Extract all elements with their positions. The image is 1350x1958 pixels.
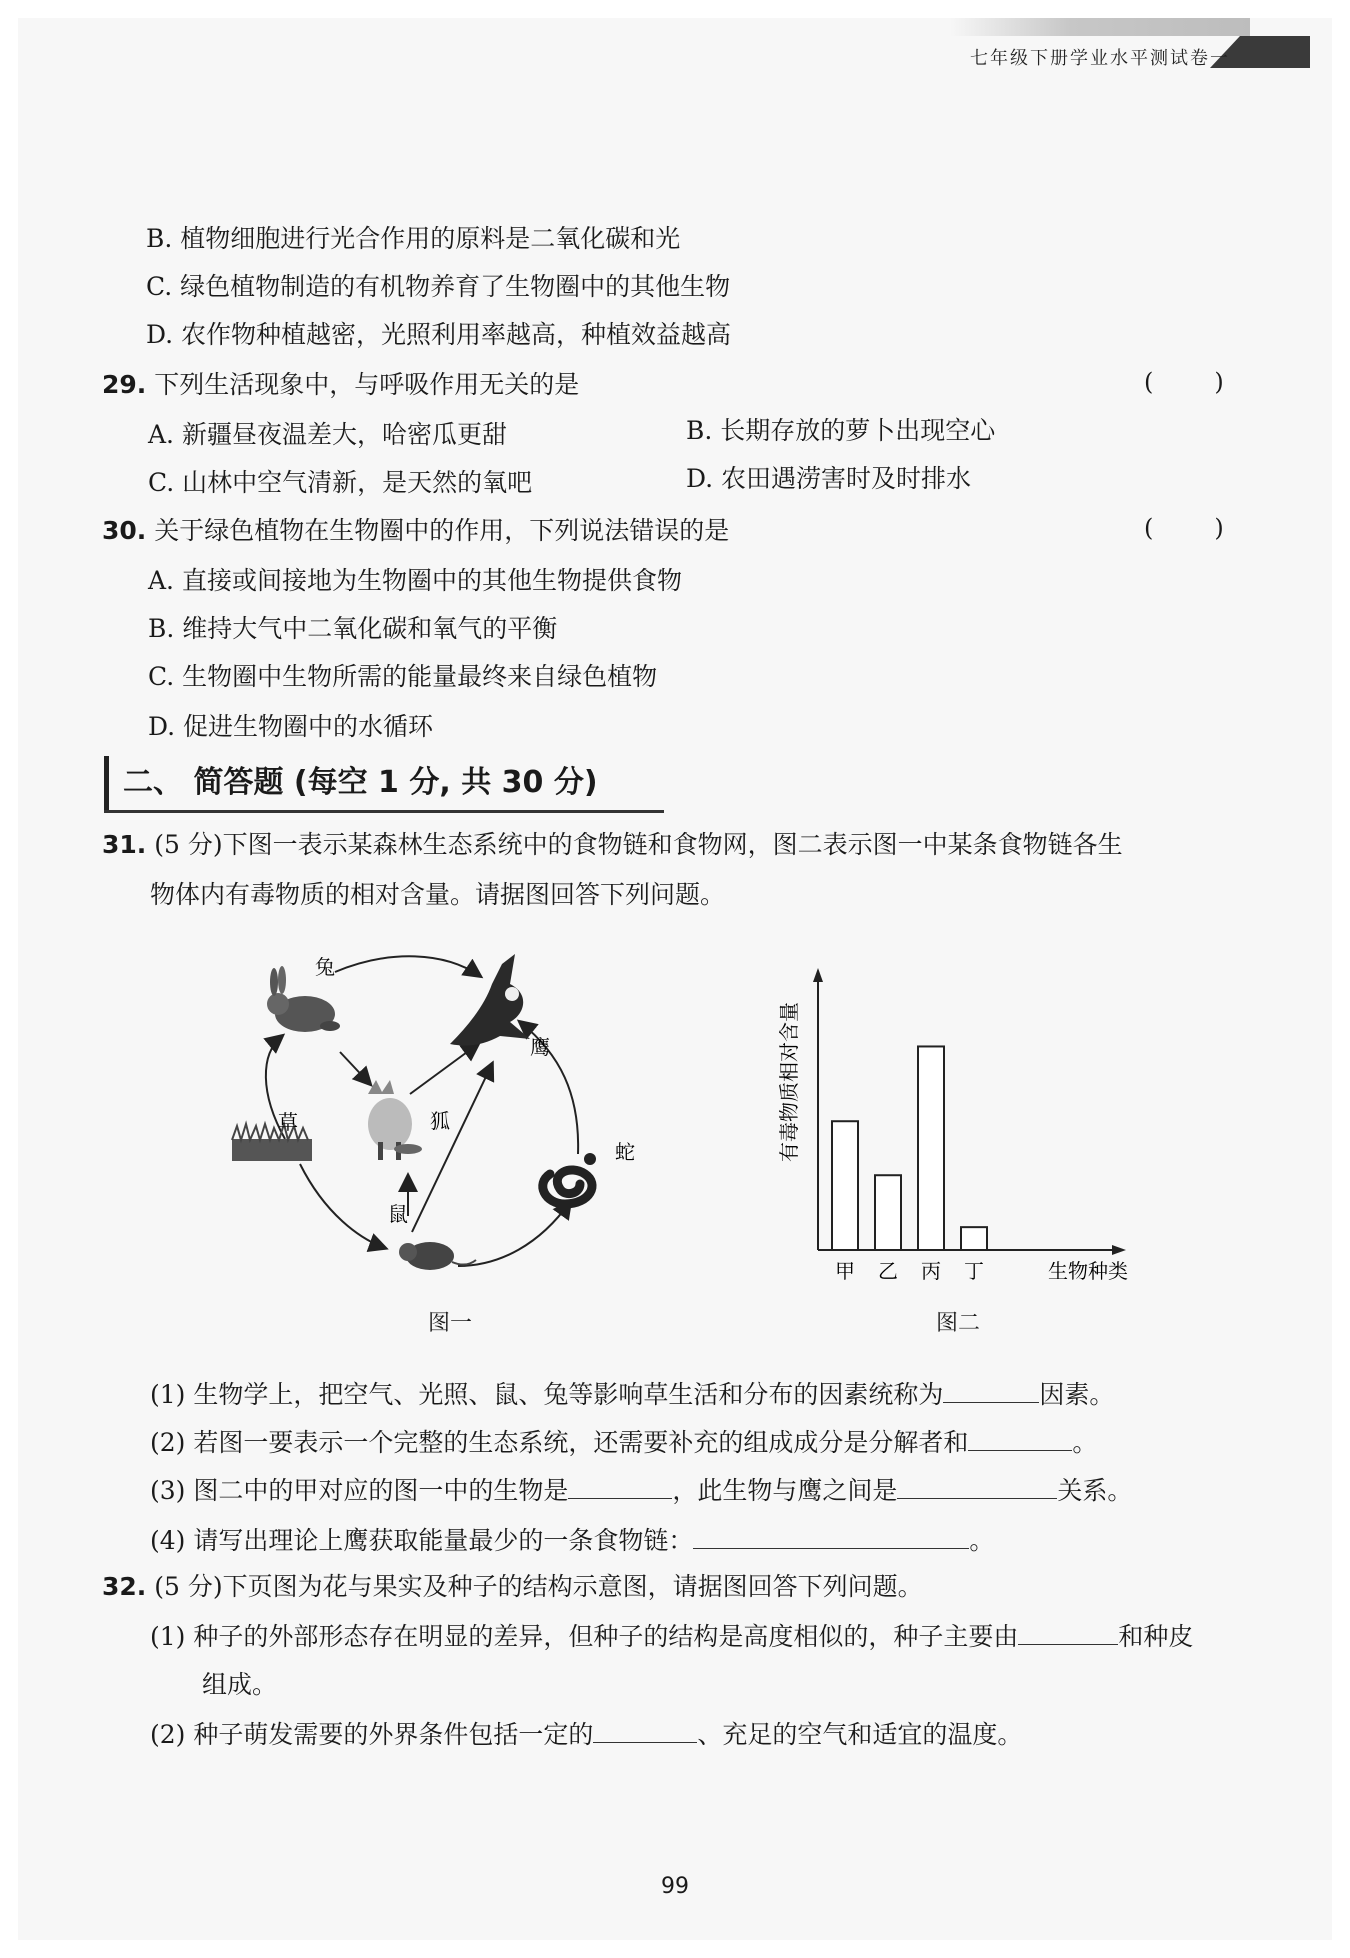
q31-sub2 — [150, 1424, 1097, 1460]
q31-number: 31. — [102, 830, 147, 859]
q32-sub2 — [150, 1716, 1022, 1752]
bar-1 — [875, 1175, 901, 1250]
q31-sub1-tail: 因素。 — [1039, 1380, 1115, 1409]
q30-option-c: C. 生物圈中生物所需的能量最终来自绿色植物 — [148, 662, 658, 691]
q32-sub2-blank[interactable] — [593, 1716, 697, 1743]
q29-option-d: D. 农田遇涝害时及时排水 — [686, 464, 972, 493]
label-grass: 草 — [278, 1110, 298, 1134]
q32-stem: (5 分)下页图为花与果实及种子的结构示意图，请据图回答下列问题。 — [154, 1572, 923, 1601]
q31-sub4 — [150, 1522, 994, 1558]
x-tick-label-2: 丙 — [921, 1259, 941, 1283]
toxin-bar-chart — [770, 962, 1150, 1296]
q31-stem-line-1 — [102, 828, 1123, 862]
q31-sub2-blank[interactable] — [968, 1424, 1072, 1451]
chart-y-axis-label: 有毒物质相对含量 — [777, 1002, 801, 1162]
chart-x-tick-labels — [835, 1259, 984, 1283]
q28-option-b: B. 植物细胞进行光合作用的原料是二氧化碳和光 — [146, 224, 681, 253]
chart-y-axis-arrow — [813, 968, 823, 982]
chart-x-axis-arrow — [1112, 1245, 1126, 1255]
grass-icon — [232, 1124, 312, 1161]
x-tick-label-3: 丁 — [964, 1259, 984, 1283]
q31-sub4-blank[interactable] — [693, 1522, 969, 1549]
eagle-icon — [450, 954, 530, 1046]
q29-option-a: A. 新疆昼夜温差大，哈密瓜更甜 — [148, 420, 507, 449]
q30-option-b: B. 维持大气中二氧化碳和氧气的平衡 — [148, 614, 558, 643]
q31-sub3 — [150, 1472, 1132, 1508]
label-fox: 狐 — [430, 1109, 450, 1133]
q30-stem: 关于绿色植物在生物圈中的作用，下列说法错误的是 — [154, 516, 730, 545]
q30-option-a: A. 直接或间接地为生物圈中的其他生物提供食物 — [148, 566, 682, 595]
snake-icon — [543, 1153, 596, 1204]
q31-stem-line-2: 物体内有毒物质的相对含量。请据图回答下列问题。 — [150, 880, 726, 909]
label-snake: 蛇 — [615, 1140, 635, 1164]
q29-option-b: B. 长期存放的萝卜出现空心 — [686, 416, 996, 445]
q32-sub1-text: (1) 种子的外部形态存在明显的差异，但种子的结构是高度相似的，种子主要由 — [150, 1622, 1019, 1651]
q31-stem-1: (5 分)下图一表示某森林生态系统中的食物链和食物网，图二表示图一中某条食物链各生 — [154, 830, 1123, 859]
q32-sub1-blank[interactable] — [1018, 1618, 1118, 1645]
arrow-grass-mouse — [300, 1164, 385, 1248]
q32-sub2-tail: 、充足的空气和适宜的温度。 — [697, 1720, 1023, 1749]
chart-bars — [832, 1046, 987, 1250]
label-rabbit: 兔 — [315, 955, 335, 979]
q29-number: 29. — [102, 370, 147, 399]
q28-option-c: C. 绿色植物制造的有机物养育了生物圈中的其他生物 — [146, 272, 731, 301]
header-title: 七年级下册学业水平测试卷一 — [970, 48, 1230, 69]
q31-sub4-tail: 。 — [969, 1526, 995, 1555]
q31-sub1 — [150, 1376, 1114, 1412]
arrow-fox-eagle — [410, 1044, 478, 1094]
arrow-rabbit-eagle — [335, 956, 480, 976]
bar-2 — [918, 1046, 944, 1250]
label-mouse: 鼠 — [388, 1202, 408, 1226]
q32-sub1-continued: 组成。 — [202, 1670, 278, 1699]
figure-1-caption: 图一 — [428, 1311, 473, 1336]
q29-answer-paren[interactable]: ( ) — [1144, 368, 1224, 396]
q30-option-d: D. 促进生物圈中的水循环 — [148, 712, 434, 741]
q32-stem-line — [102, 1570, 923, 1604]
arrow-rabbit-fox — [340, 1052, 370, 1084]
figure-2-caption: 图二 — [936, 1311, 981, 1336]
section-2-underline — [104, 810, 664, 813]
x-tick-label-1: 乙 — [878, 1259, 898, 1283]
q32-sub1 — [150, 1618, 1193, 1654]
q29-stem: 下列生活现象中，与呼吸作用无关的是 — [154, 370, 580, 399]
label-eagle: 鹰 — [530, 1035, 550, 1059]
x-tick-label-0: 甲 — [835, 1259, 855, 1283]
q28-option-d: D. 农作物种植越密，光照利用率越高，种植效益越高 — [146, 320, 732, 349]
bar-0 — [832, 1121, 858, 1250]
q31-sub3-text: (3) 图二中的甲对应的图一中的生物是 — [150, 1476, 569, 1505]
arrow-mouse-eagle — [412, 1064, 492, 1232]
q30-answer-paren[interactable]: ( ) — [1144, 514, 1224, 542]
header-watermark — [950, 18, 1250, 36]
q31-sub1-text: (1) 生物学上，把空气、光照、鼠、兔等影响草生活和分布的因素统称为 — [150, 1380, 944, 1409]
q31-sub3-blank-2[interactable] — [897, 1472, 1057, 1499]
arrow-mouse-snake — [458, 1202, 570, 1266]
food-web-figure — [230, 944, 670, 1284]
q31-sub4-text: (4) 请写出理论上鹰获取能量最少的一条食物链： — [150, 1526, 694, 1555]
q31-sub1-blank[interactable] — [943, 1376, 1039, 1403]
chart-x-axis-label: 生物种类 — [1048, 1259, 1128, 1283]
q31-sub2-text: (2) 若图一要表示一个完整的生态系统，还需要补充的组成成分是分解者和 — [150, 1428, 969, 1457]
q30-number: 30. — [102, 516, 147, 545]
page-number: 99 — [661, 1874, 689, 1899]
q29-option-c: C. 山林中空气清新，是天然的氧吧 — [148, 468, 533, 497]
q30-stem-line — [102, 514, 729, 548]
q31-sub2-tail: 。 — [1072, 1428, 1098, 1457]
section-2-title: 二、 简答题 (每空 1 分, 共 30 分) — [104, 756, 883, 810]
q29-stem-line — [102, 368, 579, 402]
q31-sub3-tail: 关系。 — [1057, 1476, 1133, 1505]
q32-sub1-tail: 和种皮 — [1118, 1622, 1194, 1651]
q32-number: 32. — [102, 1572, 147, 1601]
q31-sub3-blank-1[interactable] — [568, 1472, 672, 1499]
q32-sub2-text: (2) 种子萌发需要的外界条件包括一定的 — [150, 1720, 594, 1749]
q31-sub3-middle: ，此生物与鹰之间是 — [672, 1476, 898, 1505]
bar-3 — [961, 1227, 987, 1250]
